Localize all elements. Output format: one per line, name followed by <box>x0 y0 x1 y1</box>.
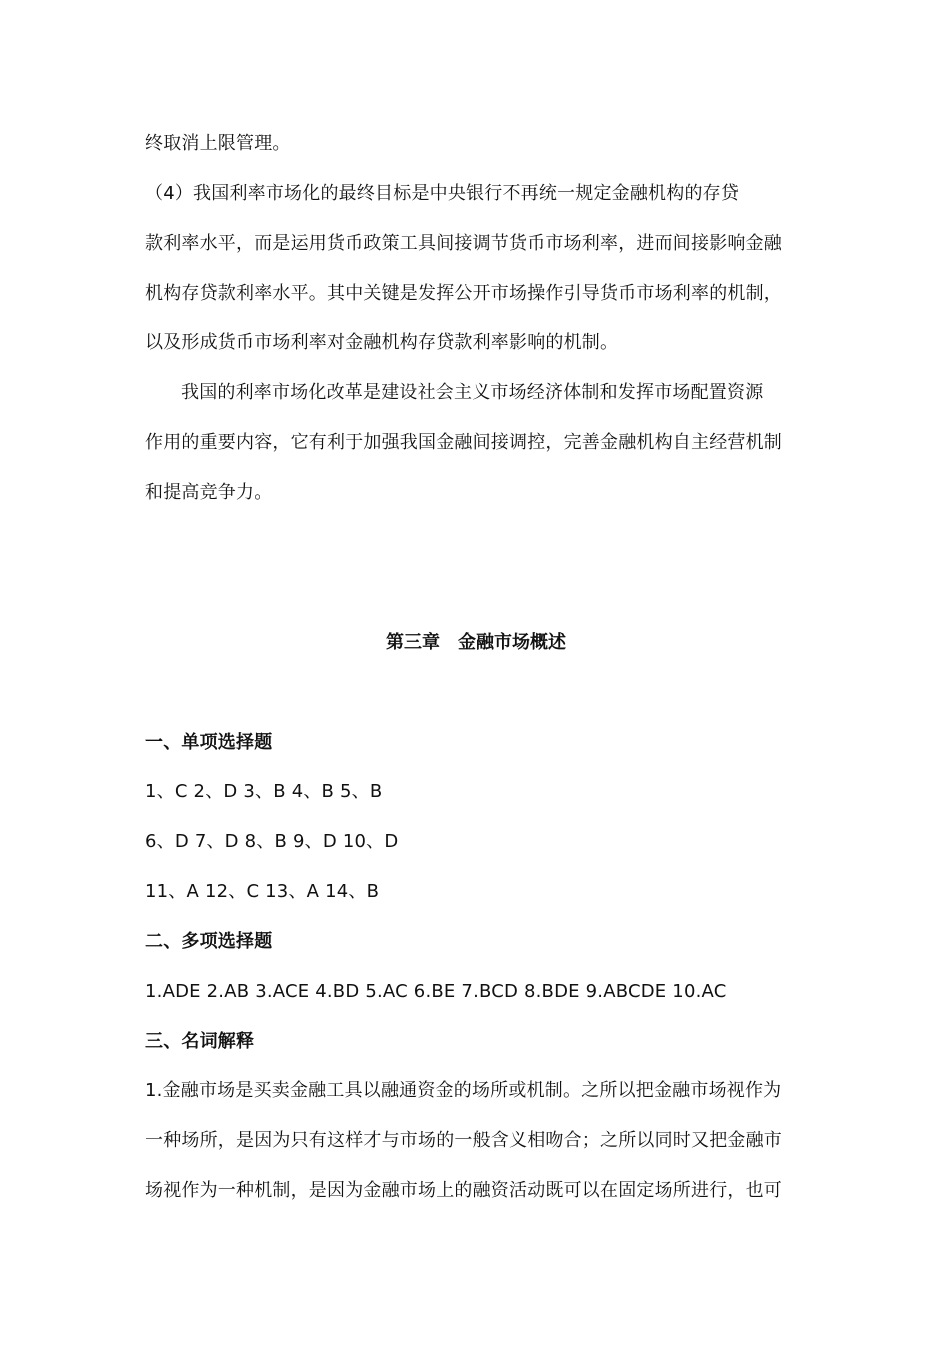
paragraph-line: 我国的利率市场化改革是建设社会主义市场经济体制和发挥市场配置资源 <box>181 382 764 403</box>
paragraph-line: 和提高竞争力。 <box>145 482 273 503</box>
paragraph-line: 款利率水平，而是运用货币政策工具间接调节货币市场利率，进而间接影响金融 <box>145 233 782 254</box>
paragraph-line: 机构存贷款利率水平。其中关键是发挥公开市场操作引导货币市场利率的机制， <box>145 283 782 304</box>
paragraph-line: 场视作为一种机制，是因为金融市场上的融资活动既可以在固定场所进行，也可 <box>145 1180 782 1201</box>
paragraph-line: （4）我国利率市场化的最终目标是中央银行不再统一规定金融机构的存贷 <box>145 183 740 204</box>
answer-line: 1、C 2、D 3、B 4、B 5、B <box>145 781 383 802</box>
paragraph-line: 作用的重要内容，它有利于加强我国金融间接调控，完善金融机构自主经营机制 <box>145 432 782 453</box>
section-heading: 二、多项选择题 <box>145 931 273 952</box>
chapter-title: 第三章 金融市场概述 <box>386 632 566 653</box>
answer-line: 1.ADE 2.AB 3.ACE 4.BD 5.AC 6.BE 7.BCD 8.BDE 9.ABCDE 10.AC <box>145 981 727 1002</box>
paragraph-line: 终取消上限管理。 <box>145 133 291 154</box>
answer-line: 6、D 7、D 8、B 9、D 10、D <box>145 831 399 852</box>
section-heading: 一、单项选择题 <box>145 732 273 753</box>
paragraph-line: 一种场所，是因为只有这样才与市场的一般含义相吻合；之所以同时又把金融市 <box>145 1130 782 1151</box>
paragraph-line: 1.金融市场是买卖金融工具以融通资金的场所或机制。之所以把金融市场视作为 <box>145 1080 782 1101</box>
section-heading: 三、名词解释 <box>145 1031 255 1052</box>
answer-line: 11、A 12、C 13、A 14、B <box>145 881 380 902</box>
paragraph-line: 以及形成货币市场利率对金融机构存贷款利率影响的机制。 <box>145 332 619 353</box>
